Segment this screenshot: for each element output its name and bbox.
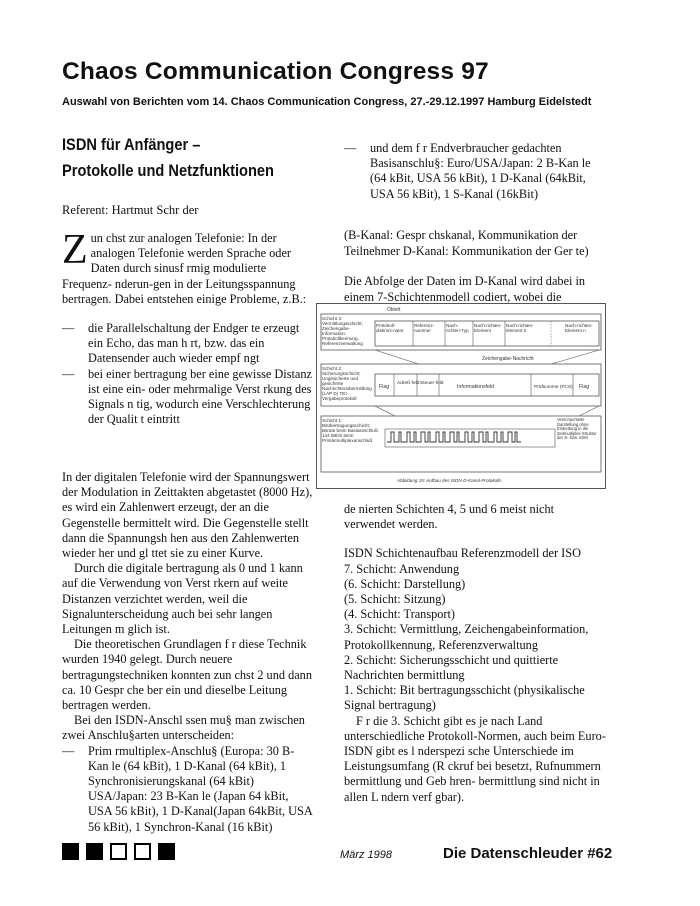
filled-square-icon <box>62 843 79 860</box>
protocol-diagram <box>317 304 605 488</box>
footer-date: März 1998 <box>340 849 392 861</box>
figure-caption: Abbildung 15: Aufbau des ISDN-D-Kanal-Protokolls <box>397 478 502 483</box>
layer-item: 1. Schicht: Bit bertragungsschicht (physikalische Signal bertragung) <box>344 683 585 713</box>
layer-item: (4. Schicht: Transport) <box>344 607 456 622</box>
channels-note: (B-Kanal: Gespr chskanal, Kommunikation der Teilnehmer D-Kanal: Kommunikation der Ger te) <box>344 228 589 258</box>
filled-square-icon <box>158 843 175 860</box>
connection-type-list <box>62 744 314 835</box>
layer-item: (5. Schicht: Sitzung) <box>344 592 446 607</box>
list-item-text: bei einer bertragung ber eine gewisse Distanz ist eine ein- oder mehrmalige Verst rkung des Signals n tig, wodurch eine Verschlechterung der Qualit t eintritt <box>88 366 312 427</box>
column-1-body <box>62 470 314 835</box>
layer3-field: Nach-richten-Element <box>474 323 502 333</box>
list-item: — die Parallelschaltung der Endger te erzeugt ein Echo, das man h rt, bzw. das ein Datensender auch wieder empf ngt <box>62 321 300 366</box>
filled-square-icon <box>86 843 103 860</box>
page-header-title: Chaos Communication Congress 97 <box>62 58 489 85</box>
list-item: — Prim rmultiplex-Anschlu§ (Europa: 30 B-Kan le (64 kBit), 1 D-Kanal (64 kBit), 1 Synchronisierungskanal (64 kBit) USA/Japan: 23 B-Kan le (Japan 64 kBit, USA 56 kBit), 1 D-Kanal(Japan 64kBit, USA 56 kBit), 1 Synchron-Kanal (16 kBit) <box>62 743 313 834</box>
article-title <box>62 132 274 184</box>
layer2-field: Adreß-feld <box>397 381 420 386</box>
layer2-field: Flag <box>379 384 390 390</box>
article-referent: Referent: Hartmut Schr der <box>62 203 199 217</box>
layers-heading: ISDN Schichtenaufbau Referenzmodell der ISO <box>344 546 581 561</box>
layer2-label: Schicht 2: Sicherungsschicht; Ungesicherte und gesicherte Nachrichtenübermittlung (LAP D) TEI-Vergabeprotokoll <box>322 366 372 401</box>
page-header-subtitle: Auswahl von Berichten vom 14. Chaos Communication Congress, 27.-29.12.1997 Hamburg Eidelstedt <box>62 96 592 108</box>
body-paragraph: Bei den ISDN-Anschl ssen mu§ man zwischen zwei Anschlu§arten unterscheiden: <box>62 713 305 743</box>
layer1-note: Verschachtelte Darstellung ohne Einbettung in die Zeitmultiplex-Struktur der S- bzw. S2M <box>557 418 597 441</box>
article-title-line1: ISDN für Anfänger – <box>62 135 201 154</box>
layer3-field: Protokoll-diskrimi-nator <box>376 323 404 333</box>
layer3-field: Nach-richten-element 2 <box>506 323 534 333</box>
layer3-oktet-label: Oktett <box>387 307 401 313</box>
layer2-field: Steuer-feld <box>420 381 444 386</box>
footer-box-row <box>62 843 175 860</box>
drop-cap: Z <box>62 227 88 273</box>
layer1-label: Schicht 1: Bitübertragungsschicht; Bitrate beim Basisanschluß: 144 kBit/s beim Primärmultiplexanschluß <box>322 418 379 443</box>
layer-item: 7. Schicht: Anwendung <box>344 561 460 576</box>
list-item: — bei einer bertragung ber eine gewisse Distanz ist eine ein- oder mehrmalige Verst rkung des Signals n tig, wodurch eine Verschlechterung der Qualit t eintritt <box>62 366 312 427</box>
footer-magazine-title: Die Datenschleuder #62 <box>443 845 613 862</box>
isdn-protocol-figure <box>316 303 606 489</box>
layer2-field: Informationsfeld <box>457 384 494 390</box>
body-paragraph: Durch die digitale bertragung als 0 und 1 kann auf die Verwendung von Verst rkern auf weite Distanzen verzichtet werden, weil die Signalunterscheidung auch bei sehr langen Leitungen m glich ist. <box>62 561 303 637</box>
list-item-text: und dem f r Endverbraucher gedachten Basisanschlu§: Euro/USA/Japan: 2 B-Kan le (64 kBit, USA 56 kBit), 1 D-Kanal (64kBit, USA 56 kBit), 1 S-Kanal (16kBit) <box>370 141 591 201</box>
layer3-field: Nach-richten-Element n <box>565 323 593 333</box>
intro-text: un chst zur analogen Telefonie: In der analogen Telefonie werden Sprache oder Daten durch sinusf rmig modulierte Frequenz- nderun-gen in der Leitungsspannung bertragen. Dabei entstehen einige Probleme, z.B.: <box>62 231 307 306</box>
list-item: — und dem f r Endverbraucher gedachten Basisanschlu§: Euro/USA/Japan: 2 B-Kan le (64 kBit, USA 56 kBit), 1 D-Kanal (64kBit, USA 56 kBit), 1 S-Kanal (16kBit) <box>344 141 591 201</box>
article-title-line2: Protokolle und Netzfunktionen <box>62 161 274 180</box>
layer2-field: Flag <box>579 384 590 390</box>
after-figure-text: de nierten Schichten 4, 5 und 6 meist nicht verwendet werden. <box>344 502 555 532</box>
connection-type-list-continued <box>344 141 606 202</box>
layer-item: 2. Schicht: Sicherungsschicht und quittierte Nachrichten bermittlung <box>344 652 559 683</box>
layer3-label: Schicht 3: Vermittlungsschicht; Zeichengabe-Information Protokollkennung, Referenzverwaltung <box>322 316 363 346</box>
layer-item: (6. Schicht: Darstellung) <box>344 576 466 591</box>
empty-square-icon <box>110 843 127 860</box>
bitstream-icon <box>385 429 555 447</box>
layer2-note: Zeichengabe-Nachricht <box>482 356 534 362</box>
layer3-field: Nach-richten-Typ <box>446 323 469 333</box>
layer-item: 3. Schicht: Vermittlung, Zeichengabeinformation, Protokollkennung, Referenzverwaltung <box>344 622 589 652</box>
list-item-text: Prim rmultiplex-Anschlu§ (Europa: 30 B-Kan le (64 kBit), 1 D-Kanal (64 kBit), 1 Synchronisierungskanal (64 kBit) USA/Japan: 23 B-Kan le (Japan 64 kBit, USA 56 kBit), 1 D-Kanal(Japan 64kBit, USA 56 kBit), 1 Synchron-Kanal (16 kBit) <box>88 743 313 834</box>
empty-square-icon <box>134 843 151 860</box>
dkanal-intro: Die Abfolge der Daten im D-Kanal wird dabei in einem 7-Schichtenmodell codiert, wobei die <box>344 274 586 304</box>
closing-paragraph: F r die 3. Schicht gibt es je nach Land unterschiedliche Protokoll-Normen, auch beim Euro-ISDN gibt es l nderspezi sche Unterschiede im Leistungsumfang (R ckruf bei besetzt, Rufnummern bermittlung und Geb hren- bermittlung sind nicht in allen L ndern verf gbar). <box>344 713 606 804</box>
list-item-text: die Parallelschaltung der Endger te erzeugt ein Echo, das man h rt, bzw. das ein Datensender auch wieder empf ngt <box>88 321 300 366</box>
column-2-body <box>344 502 606 805</box>
body-paragraph: In der digitalen Telefonie wird der Spannungswert der Modulation in Zeittakten abgetastet (8000 Hz), es wird ein Zahlenwert erzeugt, der an die Gegenstelle bermittelt wird. Die Gegenstelle stellt dann die Spannungsh hen aus den Zahlenwerten wieder her und gl ttet sie zu einer Kurve. <box>62 470 313 561</box>
layer3-field: Referenz-nummer <box>414 323 435 333</box>
body-paragraph: Die theoretischen Grundlagen f r diese Technik wurden 1940 gelegt. Durch neuere bertragungstechniken konnten zun chst 2 und dann ca. 10 Gespr che ber ein und dieselbe Leitung bertragen werden. <box>62 637 312 713</box>
problem-list <box>62 321 314 427</box>
intro-paragraph <box>62 227 314 307</box>
layer2-field: Prüfsumme (FCS) <box>534 385 573 390</box>
